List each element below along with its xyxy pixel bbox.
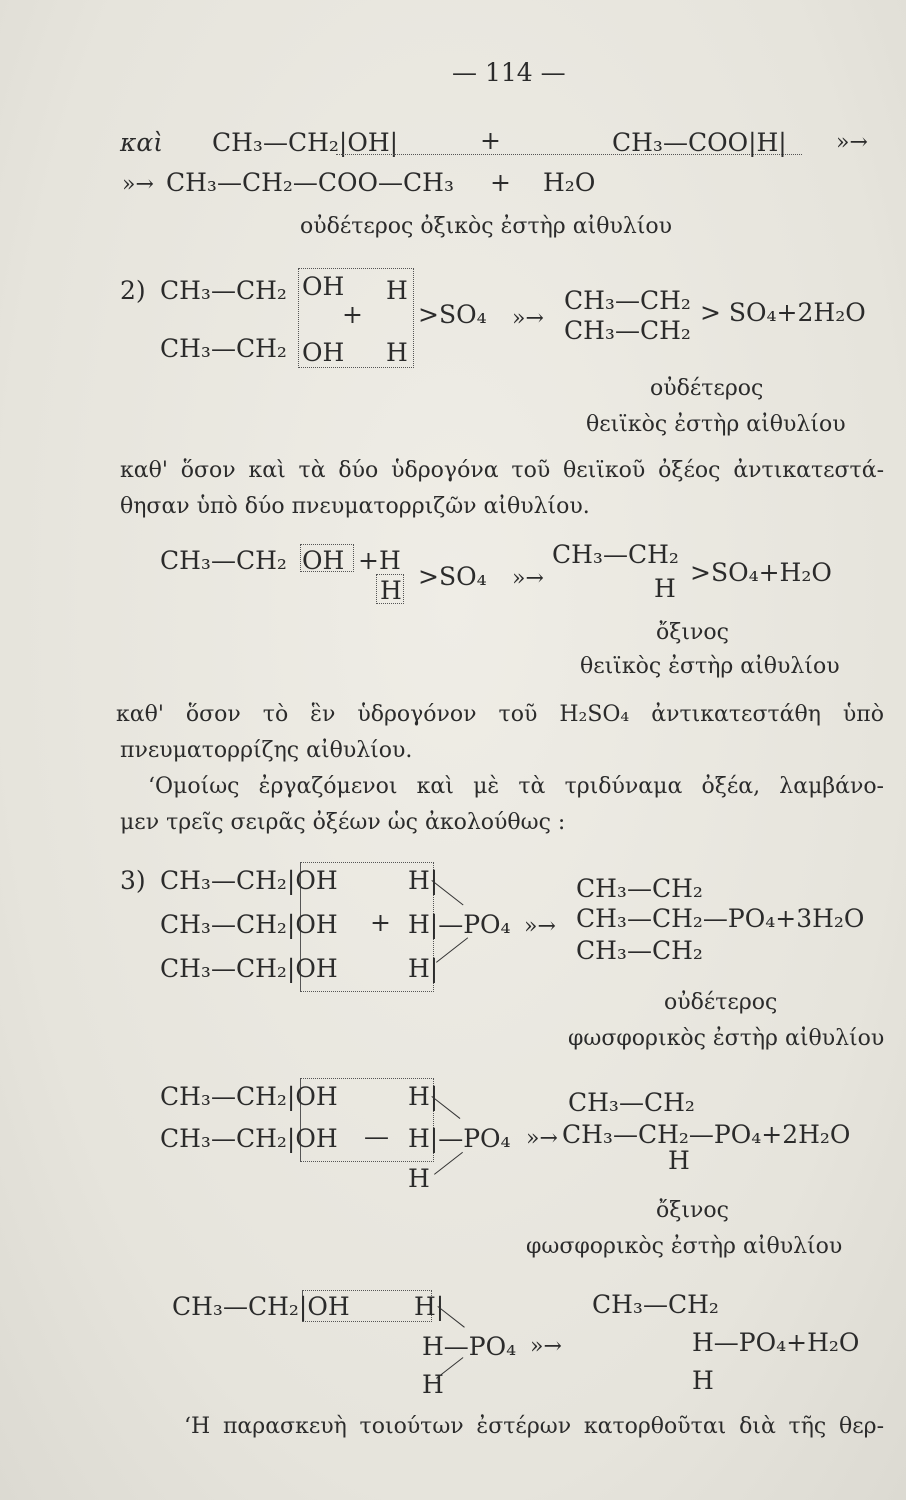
eq6-row2: H—PO₄	[422, 1332, 517, 1361]
eq6-row3: H	[422, 1370, 444, 1399]
eq4-row2: CH₃—CH₂|OH	[160, 910, 338, 939]
eq4-row1: CH₃—CH₂|OH	[160, 866, 338, 895]
eq5-product-3: H	[668, 1146, 690, 1175]
eq3-oh: OH	[302, 546, 345, 575]
eq4-product-3: CH₃—CH₂	[576, 936, 703, 965]
eq1-arrow-1: »→	[836, 130, 868, 155]
eq5-row3-h: H	[408, 1164, 430, 1193]
eq2-product-2: CH₃—CH₂	[564, 316, 691, 345]
eq4-row3-h: H|	[408, 954, 439, 983]
paragraph-2-line-2: πνευματορρίζης αἰθυλίου.	[120, 738, 413, 763]
eq6-product-2: H—PO₄+H₂O	[692, 1328, 860, 1357]
eq1-reactant-acid: CH₃—COO|H|	[612, 128, 787, 157]
eq6-arrow: »→	[530, 1334, 562, 1359]
eq2-row2-oh: OH	[302, 338, 345, 367]
eq5-row1: CH₃—CH₂|OH	[160, 1082, 338, 1111]
footer-line: ‘Η παρασκευὴ τοιούτων ἐστέρων κατορθοῦται διὰ τῆς θερ-	[184, 1414, 884, 1439]
eq2-plus: +	[342, 300, 363, 329]
eq4-arrow: »→	[524, 914, 556, 939]
eq4-product-2: CH₃—CH₂—PO₄+3H₂O	[576, 904, 865, 933]
eq4-row3: CH₃—CH₂|OH	[160, 954, 338, 983]
eq2-arrow: »→	[512, 306, 544, 331]
eq4-row2-plus: +	[370, 908, 391, 937]
eq2-row1-h: H	[386, 276, 408, 305]
eq4-product-1: CH₃—CH₂	[576, 874, 703, 903]
eq3-product-1: CH₃—CH₂	[552, 540, 679, 569]
eq3-sulfate: >SO₄	[418, 562, 487, 591]
eq3-product-tail: >SO₄+H₂O	[690, 558, 832, 587]
eq3-reactant: CH₃—CH₂	[160, 546, 287, 575]
paragraph-2-line-3: ‘Ομοίως ἐργαζόμενοι καὶ μὲ τὰ τριδύναμα ὀξέα, λαμβάνο-	[148, 774, 884, 799]
eq6-product-3: H	[692, 1366, 714, 1395]
eq2-number: 2)	[120, 276, 146, 305]
eq4-number: 3)	[120, 866, 146, 895]
eq1-product: CH₃—CH₂—COO—CH₃	[166, 168, 454, 197]
eq1-arrow-2: »→	[122, 172, 154, 197]
eq6-row1-h: H|	[414, 1292, 445, 1321]
eq5-caption-2: φωσφορικὸς ἐστὴρ αἰθυλίου	[526, 1234, 843, 1259]
eq1-water: H₂O	[543, 168, 596, 197]
eq4-caption-1: οὐδέτερος	[664, 990, 778, 1015]
eq1-plus-2: +	[490, 168, 511, 197]
eq4-caption-2: φωσφορικὸς ἐστὴρ αἰθυλίου	[568, 1026, 885, 1051]
eq2-sulfate: >SO₄	[418, 300, 487, 329]
eq1-caption: οὐδέτερος ὀξικὸς ἐστὴρ αἰθυλίου	[300, 214, 673, 239]
eq3-caption-1: ὄξινος	[656, 620, 729, 645]
eq5-arrow: »→	[526, 1126, 558, 1151]
eq2-row1-oh: OH	[302, 272, 345, 301]
eq4-row1-h: H|	[408, 866, 439, 895]
eq3-plus-h: +H	[358, 546, 401, 575]
eq5-product-1: CH₃—CH₂	[568, 1088, 695, 1117]
eq2-row2-h: H	[386, 338, 408, 367]
eq5-row2-minus: —	[364, 1122, 389, 1151]
eq5-row2: CH₃—CH₂|OH	[160, 1124, 338, 1153]
eq6-row1: CH₃—CH₂|OH	[172, 1292, 350, 1321]
eq3-arrow: »→	[512, 566, 544, 591]
page-number: — 114 —	[452, 58, 566, 87]
eq5-row2-h-po4: H|—PO₄	[408, 1124, 511, 1153]
paragraph-2-line-4: μεν τρεῖς σειρᾶς ὀξέων ὡς ἀκολούθως :	[120, 810, 566, 835]
eq5-caption-1: ὄξινος	[656, 1198, 729, 1223]
eq2-row2: CH₃—CH₂	[160, 334, 287, 363]
eq2-caption-2: θειϊκὸς ἐστὴρ αἰθυλίου	[586, 412, 846, 437]
eq2-caption-1: οὐδέτερος	[650, 376, 764, 401]
eq3-h: H	[380, 576, 402, 605]
eq6-product-1: CH₃—CH₂	[592, 1290, 719, 1319]
eq5-row1-h: H|	[408, 1082, 439, 1111]
paragraph-1-line-1: καθ' ὅσον καὶ τὰ δύο ὑδρογόνα τοῦ θειϊκοῦ ὀξέος ἀντικατεστά-	[120, 458, 884, 483]
eq1-prefix: καὶ	[120, 128, 164, 157]
eq3-caption-2: θειϊκὸς ἐστὴρ αἰθυλίου	[580, 654, 840, 679]
eq4-row2-h-po4: H|—PO₄	[408, 910, 511, 939]
eq2-product-1: CH₃—CH₂	[564, 286, 691, 315]
paragraph-1-line-2: θησαν ὑπὸ δύο πνευματορριζῶν αἰθυλίου.	[120, 494, 590, 519]
eq2-product-tail: > SO₄+2H₂O	[700, 298, 866, 327]
paragraph-2-line-1: καθ' ὅσον τὸ ἓν ὑδρογόνον τοῦ H₂SO₄ ἀντικατεστάθη ὑπὸ	[116, 702, 884, 727]
eq3-product-2: H	[654, 574, 676, 603]
eq4-bond-lower	[436, 937, 468, 962]
eq1-reactant-alcohol: CH₃—CH₂|OH|	[212, 128, 399, 157]
eq1-dotted-link	[336, 154, 802, 155]
eq5-product-2: CH₃—CH₂—PO₄+2H₂O	[562, 1120, 851, 1149]
eq2-row1: CH₃—CH₂	[160, 276, 287, 305]
eq1-plus: +	[480, 126, 501, 155]
eq5-bond-lower	[434, 1152, 463, 1175]
